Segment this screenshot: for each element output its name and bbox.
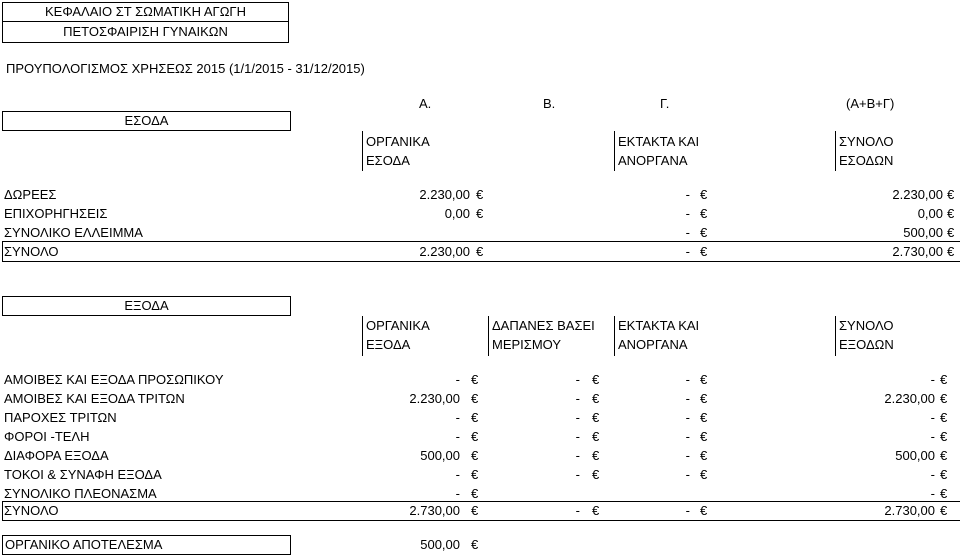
expense-row-t: - <box>930 410 935 425</box>
result-value: 500,00 <box>420 537 460 552</box>
income-row-g: - <box>685 187 690 202</box>
euro-icon: € <box>940 372 948 387</box>
income-row-a: 2.230,00 <box>419 244 470 259</box>
income-row-g: - <box>685 206 690 221</box>
expense-row-b: - <box>575 503 580 518</box>
income-header-g-1: ΕΚΤΑΚΤΑ ΚΑΙ <box>618 134 700 149</box>
expenses-total-top-line <box>2 501 960 502</box>
expense-row-g: - <box>685 503 690 518</box>
expense-row-label: ΣΥΝΟΛΟ <box>4 503 59 518</box>
income-total-left-line <box>2 241 3 261</box>
euro-icon: € <box>476 206 484 221</box>
expense-row-t: 2.230,00 <box>884 391 935 406</box>
column-g-label: Γ. <box>660 96 670 111</box>
expense-row-a: - <box>455 467 460 482</box>
euro-icon: € <box>700 410 708 425</box>
income-row-label: ΣΥΝΟΛΙΚΟ ΕΛΛΕΙΜΜΑ <box>4 225 143 240</box>
euro-icon: € <box>940 467 948 482</box>
column-a-label: Α. <box>419 96 432 111</box>
expenses-header-divider-b <box>488 316 489 356</box>
expense-row-a: 500,00 <box>420 448 460 463</box>
expenses-header-t-2: ΕΞΟΔΩΝ <box>839 337 894 352</box>
income-total-top-line <box>2 241 960 242</box>
expense-row-t: - <box>930 372 935 387</box>
euro-icon: € <box>947 225 955 240</box>
euro-icon: € <box>700 467 708 482</box>
expense-row-t: 2.730,00 <box>884 503 935 518</box>
euro-icon: € <box>940 410 948 425</box>
income-row-a: 2.230,00 <box>419 187 470 202</box>
euro-icon: € <box>592 448 600 463</box>
expense-row-a: - <box>455 429 460 444</box>
income-total-bottom-line <box>2 261 960 262</box>
euro-icon: € <box>700 225 708 240</box>
expense-row-label: ΑΜΟΙΒΕΣ ΚΑΙ ΕΞΟΔΑ ΤΡΙΤΩΝ <box>4 391 185 406</box>
income-header-t-2: ΕΣΟΔΩΝ <box>839 153 894 168</box>
euro-icon: € <box>940 503 948 518</box>
expense-row-a: 2.230,00 <box>409 391 460 406</box>
euro-icon: € <box>700 187 708 202</box>
expense-row-a: - <box>455 410 460 425</box>
expense-row-g: - <box>685 467 690 482</box>
euro-icon: € <box>700 448 708 463</box>
income-row-t: 0,00 <box>917 206 943 221</box>
income-row-t: 500,00 <box>903 225 943 240</box>
euro-icon: € <box>700 503 708 518</box>
euro-icon: € <box>471 537 479 552</box>
euro-icon: € <box>700 372 708 387</box>
expenses-total-left-line <box>2 501 3 520</box>
expense-row-t: - <box>930 486 935 501</box>
income-header-a-2: ΕΣΟΔΑ <box>366 153 410 168</box>
expense-row-t: - <box>930 429 935 444</box>
expense-row-label: ΑΜΟΙΒΕΣ ΚΑΙ ΕΞΟΔΑ ΠΡΟΣΩΠΙΚΟΥ <box>4 372 224 387</box>
euro-icon: € <box>700 206 708 221</box>
euro-icon: € <box>592 503 600 518</box>
header-divider <box>2 21 289 22</box>
income-header-a-1: ΟΡΓΑΝΙΚΑ <box>366 134 430 149</box>
expense-row-b: - <box>575 429 580 444</box>
expense-row-g: - <box>685 448 690 463</box>
expense-row-t: - <box>930 467 935 482</box>
euro-icon: € <box>592 467 600 482</box>
expenses-header-a-1: ΟΡΓΑΝΙΚΑ <box>366 318 430 333</box>
income-row-label: ΣΥΝΟΛΟ <box>4 244 59 259</box>
expense-row-a: 2.730,00 <box>409 503 460 518</box>
budget-title: ΠΡΟΥΠΟΛΟΓΙΣΜΟΣ ΧΡΗΣΕΩΣ 2015 (1/1/2015 - 31/12/2015) <box>6 61 365 76</box>
expense-row-b: - <box>575 391 580 406</box>
euro-icon: € <box>700 429 708 444</box>
income-header-t-1: ΣΥΝΟΛΟ <box>839 134 894 149</box>
expenses-header-a-2: ΕΞΟΔΑ <box>366 337 411 352</box>
euro-icon: € <box>940 448 948 463</box>
expense-row-g: - <box>685 410 690 425</box>
expenses-header-divider-a <box>362 316 363 356</box>
expense-row-label: ΤΟΚΟΙ & ΣΥΝΑΦΗ ΕΞΟΔΑ <box>4 467 162 482</box>
euro-icon: € <box>471 410 479 425</box>
income-header-divider-t <box>835 131 836 171</box>
income-row-t: 2.230,00 <box>892 187 943 202</box>
expense-row-label: ΠΑΡΟΧΕΣ ΤΡΙΤΩΝ <box>4 410 117 425</box>
expenses-title: ΕΞΟΔΑ <box>124 298 169 313</box>
euro-icon: € <box>471 391 479 406</box>
euro-icon: € <box>592 410 600 425</box>
income-header-divider-g <box>614 131 615 171</box>
euro-icon: € <box>471 372 479 387</box>
expense-row-g: - <box>685 391 690 406</box>
expense-row-label: ΔΙΑΦΟΡΑ ΕΞΟΔΑ <box>4 448 109 463</box>
expense-row-a: - <box>455 372 460 387</box>
header-line-2: ΠΕΤΟΣΦΑΙΡΙΣΗ ΓΥΝΑΙΚΩΝ <box>63 24 228 39</box>
euro-icon: € <box>940 429 948 444</box>
expense-row-g: - <box>685 429 690 444</box>
expenses-header-g-2: ΑΝΟΡΓΑΝΑ <box>618 337 688 352</box>
expenses-total-bottom-line <box>2 520 960 521</box>
result-label: ΟΡΓΑΝΙΚΟ ΑΠΟΤΕΛΕΣΜΑ <box>5 537 163 552</box>
euro-icon: € <box>471 448 479 463</box>
expenses-header-b-2: ΜΕΡΙΣΜΟΥ <box>492 337 562 352</box>
income-header-divider-a <box>362 131 363 171</box>
column-total-label: (Α+Β+Γ) <box>846 96 895 111</box>
euro-icon: € <box>947 244 955 259</box>
income-row-g: - <box>685 244 690 259</box>
expenses-header-divider-g <box>614 316 615 356</box>
income-row-label: ΕΠΙΧΟΡΗΓΗΣΕΙΣ <box>4 206 108 221</box>
euro-icon: € <box>940 486 948 501</box>
expenses-header-divider-t <box>835 316 836 356</box>
expense-row-b: - <box>575 372 580 387</box>
euro-icon: € <box>471 486 479 501</box>
euro-icon: € <box>947 206 955 221</box>
expense-row-label: ΦΟΡΟΙ -ΤΕΛΗ <box>4 429 90 444</box>
euro-icon: € <box>592 372 600 387</box>
income-title: ΕΣΟΔΑ <box>124 113 169 128</box>
expense-row-t: 500,00 <box>895 448 935 463</box>
euro-icon: € <box>471 467 479 482</box>
expense-row-b: - <box>575 467 580 482</box>
income-row-label: ΔΩΡΕΕΣ <box>4 187 57 202</box>
expense-row-a: - <box>455 486 460 501</box>
euro-icon: € <box>940 391 948 406</box>
income-header-g-2: ΑΝΟΡΓΑΝΑ <box>618 153 688 168</box>
euro-icon: € <box>471 429 479 444</box>
income-row-a: 0,00 <box>444 206 470 221</box>
expenses-header-b-1: ΔΑΠΑΝΕΣ ΒΑΣΕΙ <box>492 318 595 333</box>
euro-icon: € <box>476 187 484 202</box>
income-row-t: 2.730,00 <box>892 244 943 259</box>
euro-icon: € <box>592 391 600 406</box>
euro-icon: € <box>592 429 600 444</box>
expenses-header-t-1: ΣΥΝΟΛΟ <box>839 318 894 333</box>
expense-row-b: - <box>575 448 580 463</box>
expenses-header-g-1: ΕΚΤΑΚΤΑ ΚΑΙ <box>618 318 700 333</box>
column-b-label: Β. <box>543 96 556 111</box>
euro-icon: € <box>471 503 479 518</box>
expense-row-b: - <box>575 410 580 425</box>
header-line-1: ΚΕΦΑΛΑΙΟ ΣΤ ΣΩΜΑΤΙΚΗ ΑΓΩΓΗ <box>45 4 246 19</box>
euro-icon: € <box>700 391 708 406</box>
euro-icon: € <box>476 244 484 259</box>
euro-icon: € <box>700 244 708 259</box>
euro-icon: € <box>947 187 955 202</box>
expense-row-g: - <box>685 372 690 387</box>
income-row-g: - <box>685 225 690 240</box>
expense-row-label: ΣΥΝΟΛΙΚΟ ΠΛΕΟΝΑΣΜΑ <box>4 486 157 501</box>
